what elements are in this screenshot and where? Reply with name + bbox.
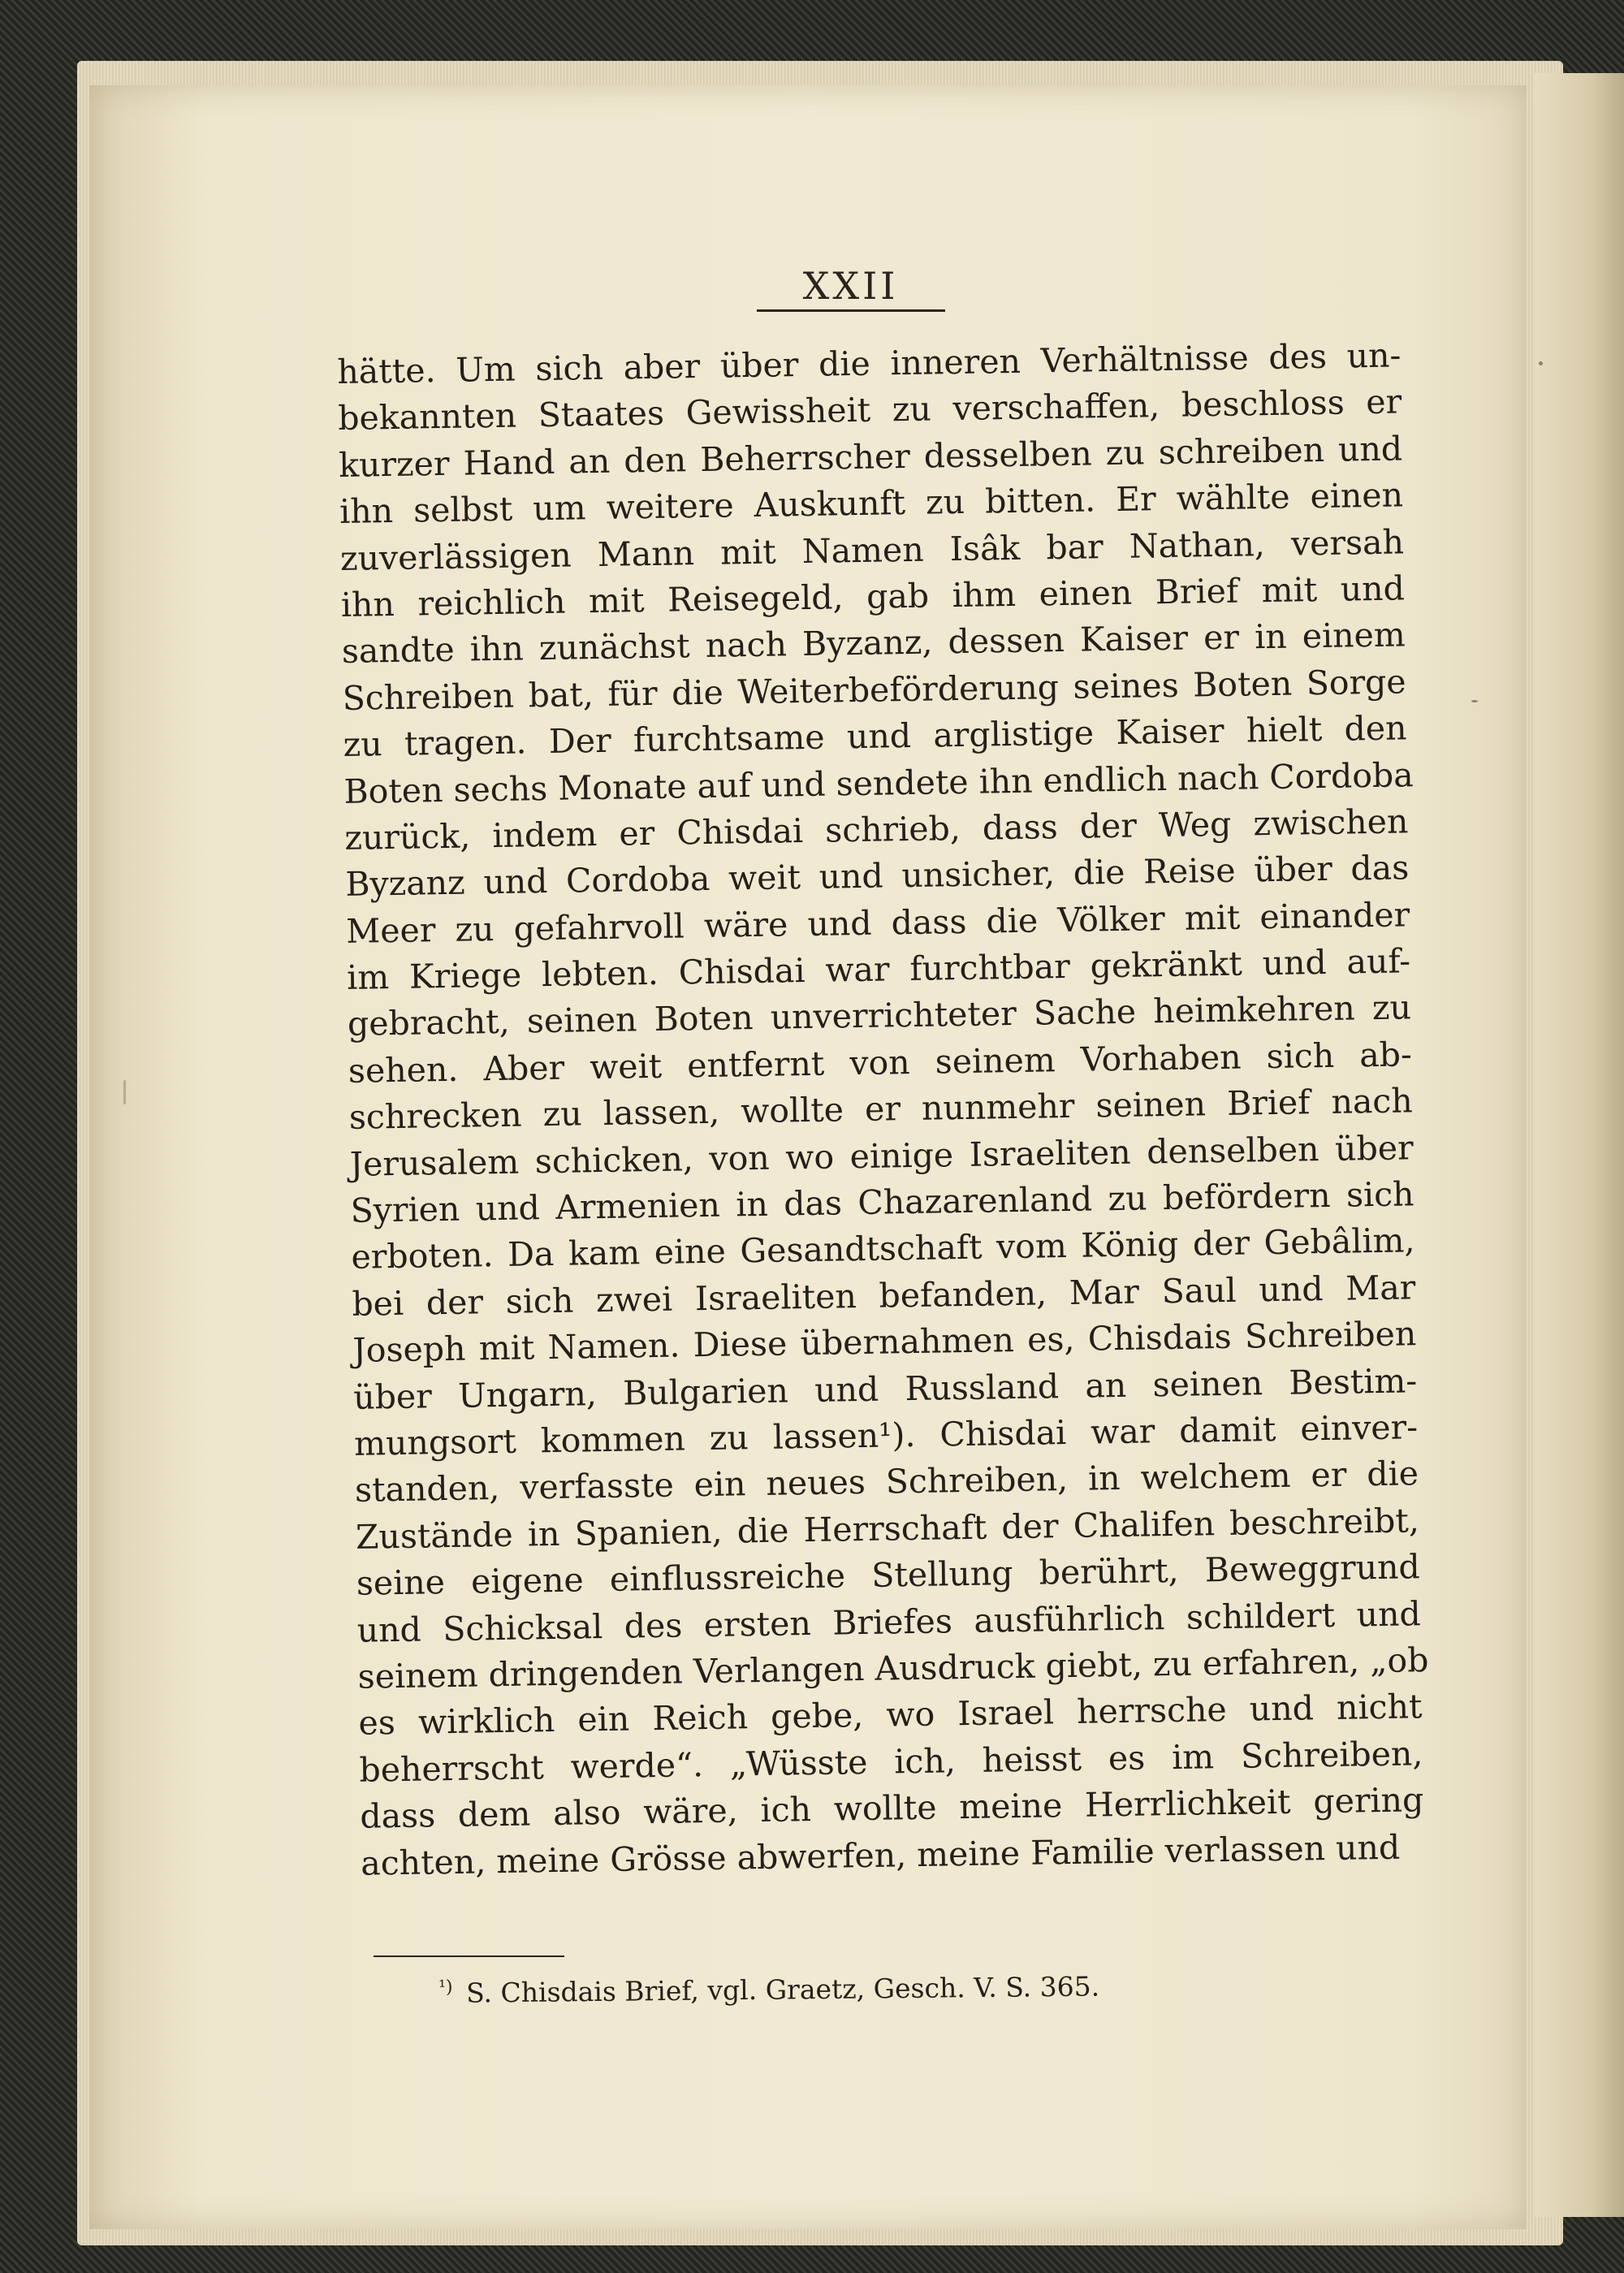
text-line: ihn reichlich mit Reisegeld, gab ihm einen Brief mit und [340, 568, 1406, 624]
text-line: dass dem also wäre, ich wollte meine Herrlichkeit gering [360, 1780, 1424, 1836]
text-line: Syrien und Armenien in das Chazarenland zu befördern sich [350, 1174, 1415, 1230]
text-line: kurzer Hand an den Beherrscher desselben zu schreiben und [338, 429, 1403, 485]
text-line: zuverlässigen Mann mit Namen Isâk bar Nathan, versah [339, 521, 1405, 578]
text-line: hätte. Um sich aber über die inneren Verhältnisse des un- [337, 335, 1402, 391]
text-line: Schreiben bat, für die Weiterbeförderung seines Boten Sorge [342, 662, 1406, 718]
text-line: achten, meine Grösse abwerfen, meine Familie verlassen und [360, 1827, 1401, 1883]
footnote-rule [374, 1955, 564, 1957]
text-line: Byzanz und Cordoba weit und unsicher, die Reise über das [344, 848, 1410, 905]
text-line: und Schicksal des ersten Briefes ausführlich schildert und [356, 1593, 1421, 1650]
text-line: beherrscht werde“. „Wüsste ich, heisst es im Schreiben, [359, 1733, 1423, 1790]
footnote-text: S. Chisdais Brief, vgl. Graetz, Gesch. V. S. 365. [465, 1970, 1100, 2009]
page-header-number: XXII [802, 264, 899, 308]
text-line: zu tragen. Der furchtsame und arglistige Kaiser hielt den [343, 708, 1407, 765]
text-line: sandte ihn zunächst nach Byzanz, dessen Kaiser er in einem [341, 615, 1406, 672]
text-line: standen, verfasste ein neues Schreiben, in welchem er die [354, 1454, 1419, 1510]
paper-speck [1539, 361, 1543, 365]
text-line: Joseph mit Namen. Diese übernahmen es, Chisdais Schreiben [352, 1314, 1417, 1371]
text-line: bekannten Staates Gewissheit zu verschaffen, beschloss er [337, 382, 1402, 439]
text-line: bei der sich zwei Israeliten befanden, Mar Saul und Mar [352, 1268, 1416, 1324]
text-line: Meer zu gefahrvoll wäre und dass die Völker mit einander [345, 895, 1410, 951]
text-line: seine eigene einflussreiche Stellung berührt, Beweggrund [356, 1547, 1421, 1603]
text-line: schrecken zu lassen, wollte er nunmehr seinen Brief nach [348, 1081, 1414, 1138]
text-line: Boten sechs Monate auf und sendete ihn endlich nach Cordoba [343, 754, 1414, 811]
text-line: ihn selbst um weitere Auskunft zu bitten. Er wählte einen [339, 475, 1404, 532]
footnote-marker: ¹) [438, 1977, 453, 1998]
paper-speck [123, 1080, 126, 1104]
text-line: gebracht, seinen Boten unverrichteter Sache heimkehren zu [347, 987, 1412, 1044]
text-line: im Kriege lebten. Chisdai war furchtbar gekränkt und auf- [346, 941, 1411, 997]
paper-speck [1471, 700, 1478, 702]
text-line: es wirklich ein Reich gebe, wo Israel herrsche und nicht [358, 1687, 1423, 1744]
next-page-edge [1535, 73, 1624, 2217]
text-line: Zustände in Spanien, die Herrschaft der Chalifen beschreibt, [355, 1501, 1420, 1557]
text-line: seinem dringenden Verlangen Ausdruck giebt, zu erfahren, „ob [357, 1640, 1429, 1696]
text-line: mungsort kommen zu lassen¹). Chisdai war damit einver- [353, 1407, 1419, 1463]
body-text [337, 332, 1429, 1886]
text-line: sehen. Aber weit entfernt von seinem Vorhaben sich ab- [348, 1035, 1413, 1091]
text-line: zurück, indem er Chisdai schrieb, dass der Weg zwischen [344, 802, 1409, 858]
text-line: Jerusalem schicken, von wo einige Israeliten denselben über [349, 1127, 1414, 1184]
text-line: erboten. Da kam eine Gesandtschaft vom König der Gebâlim, [351, 1221, 1415, 1277]
text-line: über Ungarn, Bulgarien und Russland an seinen Bestim- [352, 1360, 1418, 1417]
header-rule [757, 309, 945, 312]
